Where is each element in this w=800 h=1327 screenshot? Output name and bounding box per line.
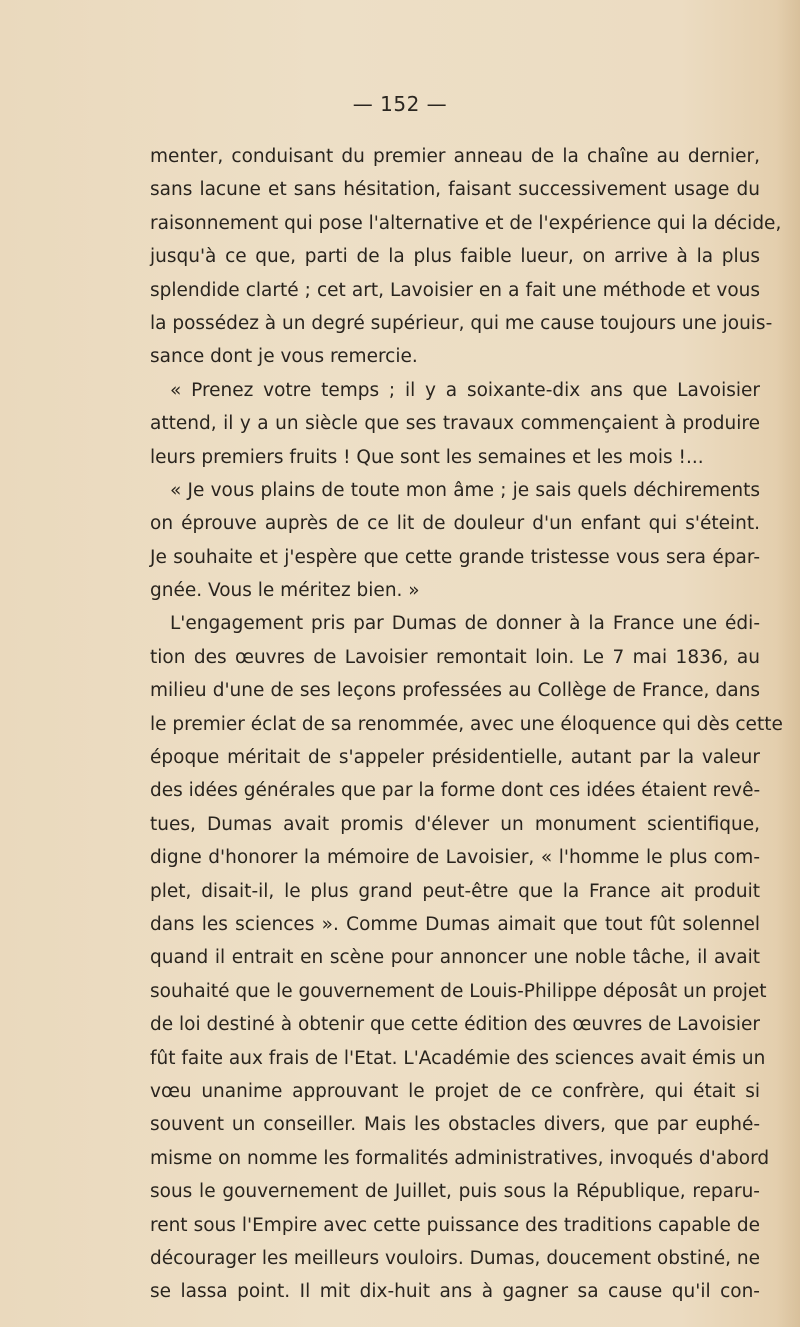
text-line: raisonnement qui pose l'alternative et de l'expérience qui la décide,	[150, 212, 782, 234]
text-line: souvent un conseiller. Mais les obstacles divers, que par euphé-	[150, 1114, 760, 1136]
text-line: « Prenez votre temps ; il y a soixante-dix ans que Lavoisier	[170, 379, 760, 401]
text-line: le premier éclat de sa renommée, avec une éloquence qui dès cette	[150, 713, 783, 735]
body-text	[150, 140, 783, 1309]
text-line: Je souhaite et j'espère que cette grande tristesse vous sera épar-	[150, 546, 760, 568]
text-line: milieu d'une de ses leçons professées au Collège de France, dans	[150, 680, 760, 702]
text-line: misme on nomme les formalités administratives, invoqués d'abord	[150, 1147, 770, 1169]
text-line: tion des œuvres de Lavoisier remontait loin. Le 7 mai 1836, au	[150, 646, 760, 668]
text-line: sans lacune et sans hésitation, faisant successivement usage du	[150, 179, 760, 201]
text-line: jusqu'à ce que, parti de la plus faible lueur, on arrive à la plus	[150, 246, 760, 268]
text-line: L'engagement pris par Dumas de donner à la France une édi-	[170, 613, 760, 635]
page-number: — 152 —	[352, 92, 448, 116]
text-line: quand il entrait en scène pour annoncer une noble tâche, il avait	[150, 947, 760, 969]
text-line: on éprouve auprès de ce lit de douleur d'un enfant qui s'éteint.	[150, 513, 760, 535]
text-line: décourager les meilleurs vouloirs. Dumas, doucement obstiné, ne	[150, 1247, 760, 1269]
text-line: gnée. Vous le méritez bien. »	[150, 580, 420, 602]
text-line: des idées générales que par la forme dont ces idées étaient revê-	[150, 780, 761, 802]
text-line: souhaité que le gouvernement de Louis-Philippe déposât un projet	[150, 980, 767, 1002]
text-line: digne d'honorer la mémoire de Lavoisier, « l'homme le plus com-	[150, 847, 760, 869]
text-line: menter, conduisant du premier anneau de la chaîne au dernier,	[150, 146, 760, 167]
text-line: splendide clarté ; cet art, Lavoisier en a fait une méthode et vous	[150, 279, 760, 301]
text-line: sous le gouvernement de Juillet, puis sous la République, reparu-	[150, 1181, 760, 1203]
text-line: rent sous l'Empire avec cette puissance des traditions capable de	[150, 1214, 760, 1236]
text-line: sance dont je vous remercie.	[150, 346, 418, 368]
text-line: de loi destiné à obtenir que cette édition des œuvres de Lavoisier	[150, 1014, 760, 1036]
text-line: vœu unanime approuvant le projet de ce confrère, qui était si	[150, 1080, 760, 1102]
text-line: leurs premiers fruits ! Que sont les semaines et les mois !...	[150, 446, 704, 468]
text-line: plet, disait-il, le plus grand peut-être que la France ait produit	[150, 880, 760, 902]
text-line: dans les sciences ». Comme Dumas aimait que tout fût solennel	[150, 913, 760, 935]
text-line: attend, il y a un siècle que ses travaux commençaient à produire	[150, 413, 760, 435]
text-line: tues, Dumas avait promis d'élever un monument scientifique,	[150, 813, 760, 835]
text-line: époque méritait de s'appeler présidentielle, autant par la valeur	[150, 747, 760, 769]
text-line: la possédez à un degré supérieur, qui me cause toujours une jouis-	[150, 312, 773, 334]
text-line: « Je vous plains de toute mon âme ; je sais quels déchirements	[170, 479, 760, 501]
text-line: se lassa point. Il mit dix-huit ans à gagner sa cause qu'il con-	[150, 1281, 760, 1303]
text-line: fût faite aux frais de l'Etat. L'Académie des sciences avait émis un	[150, 1047, 766, 1069]
